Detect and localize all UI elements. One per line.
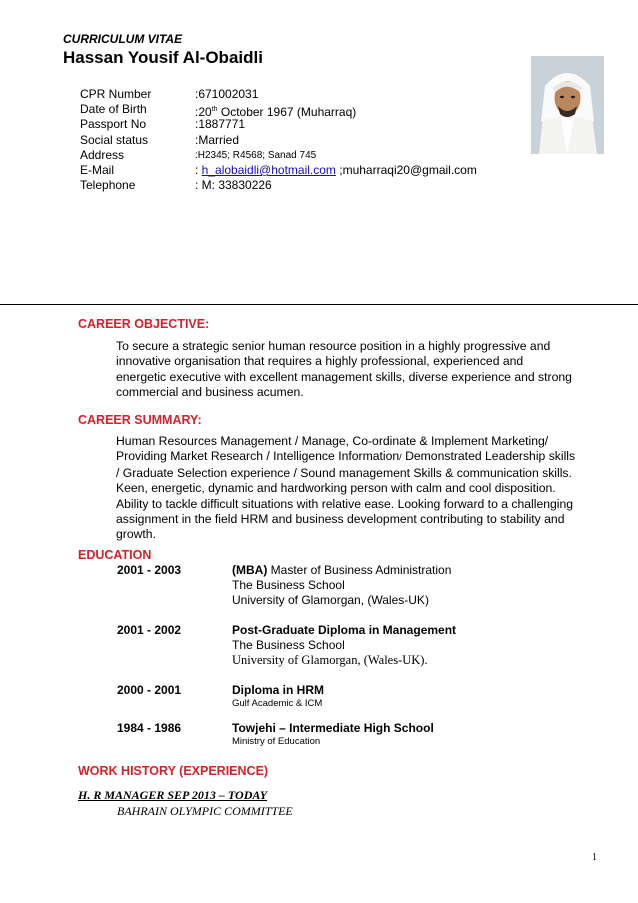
cpr-label: CPR Number: [80, 87, 152, 101]
objective-line: commercial and business acumen.: [116, 385, 304, 400]
social-status-row: [80, 133, 477, 148]
address-label: Address: [80, 147, 125, 162]
objective-line: innovative organisation that requires a highly professional, experienced and: [116, 354, 524, 369]
section-divider: [0, 304, 638, 305]
work-history-heading: WORK HISTORY (EXPERIENCE): [78, 764, 269, 778]
summary-line: Keen, energetic, dynamic and hardworking person with calm and cool disposition.: [116, 481, 556, 496]
dob-month-year: October 1967 (Muharraq): [217, 105, 357, 120]
dob-ordinal: th: [211, 106, 218, 114]
career-summary-heading: CAREER SUMMARY:: [78, 413, 202, 427]
document-type-title: CURRICULUM VITAE: [63, 32, 183, 46]
job-title: H. R MANAGER SEP 2013 – TODAY: [78, 788, 268, 802]
telephone-row: [80, 178, 477, 193]
education-heading: EDUCATION: [78, 548, 152, 562]
job-organization: BAHRAIN OLYMPIC COMMITTEE: [117, 804, 293, 818]
career-summary-text: [116, 434, 604, 543]
education-degree-name: Master of Business Administration: [267, 563, 452, 577]
passport-value: :1887771: [195, 117, 246, 132]
email-prefix: :: [195, 162, 202, 177]
summary-line: [116, 449, 604, 465]
summary-line: / Graduate Selection experience / Sound management Skills & communication skills.: [116, 465, 572, 480]
education-degree-abbr: (MBA): [232, 563, 268, 577]
education-institution: Gulf Academic & ICM: [232, 698, 323, 709]
summary-line: assignment in the field HRM and business development contributing to stability and: [116, 512, 565, 527]
personal-info-block: [80, 87, 477, 193]
social-status-label: Social status: [80, 132, 149, 147]
dob-row: [80, 102, 477, 120]
address-row: [80, 148, 477, 163]
education-years: 2000 - 2001: [117, 683, 182, 697]
education-title: [232, 563, 451, 577]
passport-label: Passport No: [80, 117, 147, 132]
education-institution: Ministry of Education: [232, 736, 321, 747]
summary-line-part: Demonstrated Leadership skills: [401, 449, 576, 464]
education-years: 1984 - 1986: [117, 721, 182, 735]
cpr-row: [80, 87, 477, 102]
email-secondary: ;muharraqi20@gmail.com: [335, 162, 477, 177]
email-label: E-Mail: [80, 162, 115, 177]
summary-line: growth.: [116, 527, 156, 542]
career-objective-text: [116, 339, 604, 401]
summary-line-separator: /: [399, 452, 402, 463]
address-value: :H2345; R4568; Sanad 745: [195, 149, 317, 161]
cpr-value: :671002031: [195, 87, 259, 101]
social-status-value: :Married: [195, 132, 240, 147]
passport-row: [80, 117, 477, 132]
education-title: Diploma in HRM: [232, 683, 324, 697]
dob-label: Date of Birth: [80, 102, 147, 117]
education-title: Towjehi – Intermediate High School: [232, 721, 434, 735]
candidate-name: Hassan Yousif Al-Obaidli: [63, 48, 263, 67]
email-row: [80, 163, 477, 178]
objective-line: energetic executive with excellent management skills, diverse experience and strong: [116, 369, 572, 384]
education-school: The Business School: [232, 638, 345, 652]
education-title: Post-Graduate Diploma in Management: [232, 623, 457, 637]
dob-value: [195, 102, 357, 120]
profile-photo: [531, 56, 604, 154]
education-years: 2001 - 2003: [117, 563, 182, 577]
summary-line-part: Providing Market Research / Intelligence Information: [116, 449, 400, 464]
objective-line: To secure a strategic senior human resource position in a highly progressive and: [116, 339, 551, 353]
dob-day: :20: [195, 105, 212, 120]
telephone-value: : M: 33830226: [195, 178, 272, 193]
education-university: University of Glamorgan, (Wales-UK): [232, 593, 429, 607]
email-value: [195, 163, 477, 178]
page-number: 1: [592, 852, 597, 863]
telephone-label: Telephone: [80, 178, 136, 193]
summary-line: Ability to tackle difficult situations with relative ease. Looking forward to a challenging: [116, 496, 574, 511]
education-school: The Business School: [232, 578, 345, 592]
education-university: University of Glamorgan, (Wales-UK).: [232, 653, 428, 667]
summary-line: Human Resources Management / Manage, Co-ordinate & Implement Marketing/: [116, 434, 549, 448]
portrait-image: [531, 56, 604, 154]
education-years: 2001 - 2002: [117, 623, 182, 637]
career-objective-heading: CAREER OBJECTIVE:: [78, 317, 210, 331]
email-link[interactable]: h_alobaidli@hotmail.com: [201, 162, 336, 177]
